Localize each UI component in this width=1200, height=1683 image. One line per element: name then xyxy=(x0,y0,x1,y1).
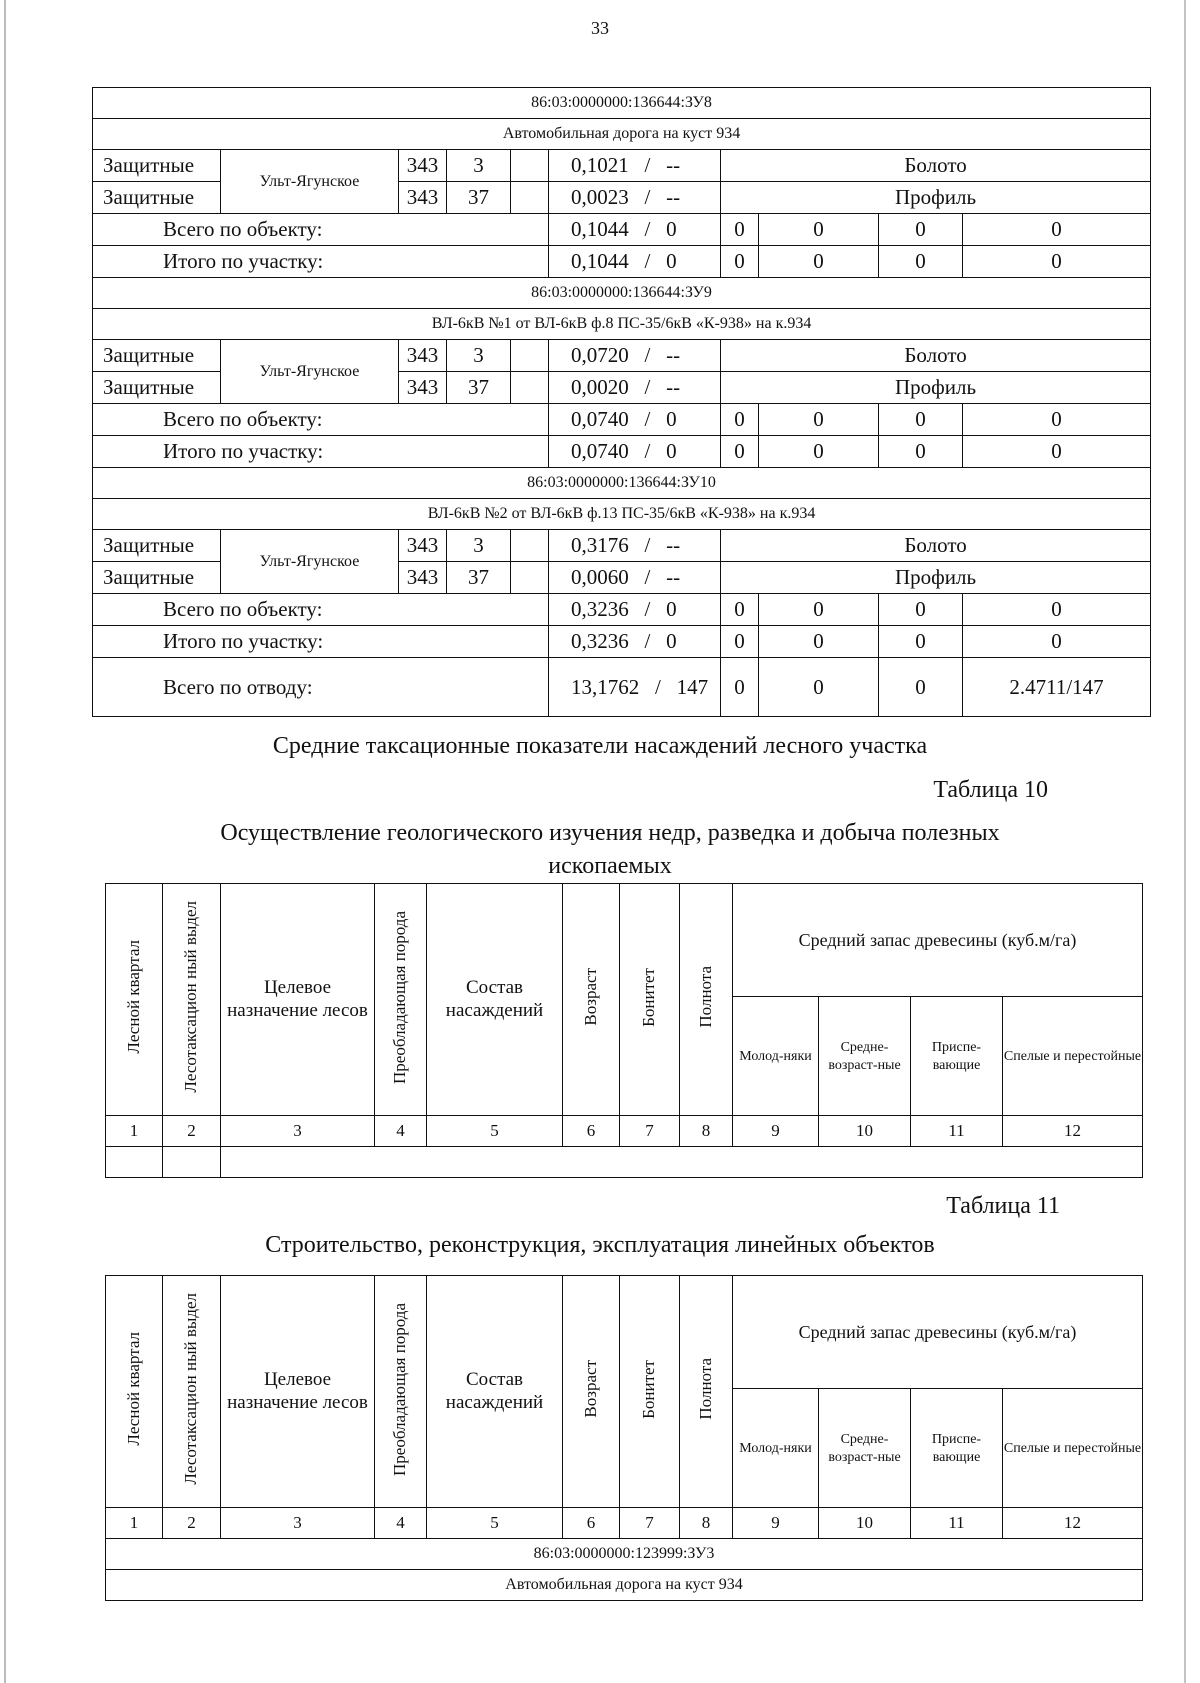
category-cell: Защитные xyxy=(93,530,221,562)
page-number: 33 xyxy=(591,18,609,38)
grand-total-value: 0 xyxy=(759,658,879,717)
section-object-row xyxy=(106,1570,1143,1601)
column-number: 11 xyxy=(911,1116,1003,1147)
total-value: 0 xyxy=(721,214,759,246)
total-value: 0 xyxy=(879,214,963,246)
subheader-label: Средне-возраст-ные xyxy=(828,1039,901,1073)
total-area: 0,1044 / 0 xyxy=(549,246,721,278)
category-cell: Защитные xyxy=(93,150,221,182)
subheader-label: Молод-няки xyxy=(739,1048,812,1064)
quarter-cell: 343 xyxy=(399,372,447,404)
subheader-label: Приспе-вающие xyxy=(931,1431,982,1465)
empty-cell xyxy=(511,562,549,594)
column-number: 2 xyxy=(163,1116,221,1147)
total-value: 0 xyxy=(963,246,1151,278)
table11 xyxy=(105,1275,1143,1601)
header-label: Лесной квартал xyxy=(123,1332,143,1446)
total-value: 0 xyxy=(721,404,759,436)
quarter-cell: 343 xyxy=(399,340,447,372)
total-value: 0 xyxy=(879,436,963,468)
cadastral-code: 86:03:0000000:136644:ЗУ8 xyxy=(93,88,1151,119)
column-number: 2 xyxy=(163,1508,221,1539)
subheader-h10 xyxy=(819,997,911,1116)
total-value: 0 xyxy=(759,626,879,658)
section-code-row xyxy=(93,88,1151,119)
total-value: 0 xyxy=(963,404,1151,436)
total-label: Всего по объекту: xyxy=(93,214,549,246)
object-name: ВЛ-6кВ №1 от ВЛ-6кВ ф.8 ПС-35/6кВ «К-938» на к.934 xyxy=(93,309,1151,340)
plot-cell: 37 xyxy=(447,182,511,214)
total-label: Итого по участку: xyxy=(93,436,549,468)
table-row xyxy=(93,530,1151,562)
cadastral-code: 86:03:0000000:136644:ЗУ9 xyxy=(93,278,1151,309)
total-value: 0 xyxy=(759,246,879,278)
total-label: Итого по участку: xyxy=(93,626,549,658)
total-row xyxy=(93,214,1151,246)
avg-indicators-heading: Средние таксационные показатели насаждений лесного участка xyxy=(272,733,928,759)
header-label: Лесной квартал xyxy=(123,940,143,1054)
header-label: Возраст xyxy=(580,968,600,1026)
total-label: Всего по объекту: xyxy=(93,594,549,626)
object-name: ВЛ-6кВ №2 от ВЛ-6кВ ф.13 ПС-35/6кВ «К-938» на к.934 xyxy=(93,499,1151,530)
forestry-cell: Ульт-Ягунское xyxy=(221,150,399,214)
total-value: 0 xyxy=(963,436,1151,468)
total-value: 0 xyxy=(963,214,1151,246)
section-object-row xyxy=(93,309,1151,340)
header-row xyxy=(106,1276,1143,1389)
total-area: 0,0740 / 0 xyxy=(549,436,721,468)
note-cell: Профиль xyxy=(721,562,1151,594)
total-value: 0 xyxy=(721,246,759,278)
total-value: 0 xyxy=(759,436,879,468)
header-label: Лесотаксацион ный выдел xyxy=(181,1293,201,1485)
subheader-h9 xyxy=(733,997,819,1116)
total-row xyxy=(93,594,1151,626)
header-label: Целевое назначение лесов xyxy=(227,1368,368,1413)
table11-title: Строительство, реконструкция, эксплуатация линейных объектов xyxy=(265,1232,935,1258)
note-cell: Болото xyxy=(721,530,1151,562)
grand-total-area: 13,1762 / 147 xyxy=(549,658,721,717)
column-number: 1 xyxy=(106,1116,163,1147)
table-row xyxy=(93,340,1151,372)
header-h4 xyxy=(375,884,427,1116)
column-number: 5 xyxy=(427,1508,563,1539)
area-cell: 0,0020 / -- xyxy=(549,372,721,404)
subheader-h9 xyxy=(733,1389,819,1508)
column-number: 4 xyxy=(375,1508,427,1539)
forestry-cell: Ульт-Ягунское xyxy=(221,340,399,404)
category-cell: Защитные xyxy=(93,340,221,372)
quarter-cell: 343 xyxy=(399,150,447,182)
note-cell: Болото xyxy=(721,150,1151,182)
column-number: 7 xyxy=(620,1116,680,1147)
quarter-cell: 343 xyxy=(399,530,447,562)
column-number: 8 xyxy=(680,1508,733,1539)
header-label: Преобладающая порода xyxy=(390,1302,410,1476)
grand-total-value: 2.4711/147 xyxy=(963,658,1151,717)
total-row xyxy=(93,246,1151,278)
header-h5 xyxy=(427,884,563,1116)
area-cell: 0,0720 / -- xyxy=(549,340,721,372)
table10-number: Таблица 10 xyxy=(933,777,1048,803)
header-label: Целевое назначение лесов xyxy=(227,976,368,1021)
allotment-table xyxy=(92,87,1151,717)
header-h5 xyxy=(427,1276,563,1508)
total-area: 0,1044 / 0 xyxy=(549,214,721,246)
column-number: 12 xyxy=(1003,1116,1143,1147)
plot-cell: 3 xyxy=(447,340,511,372)
total-value: 0 xyxy=(721,626,759,658)
column-number-row xyxy=(106,1116,1143,1147)
section-code-row xyxy=(106,1539,1143,1570)
total-value: 0 xyxy=(963,594,1151,626)
plot-cell: 3 xyxy=(447,530,511,562)
note-cell: Профиль xyxy=(721,372,1151,404)
empty-cell xyxy=(511,182,549,214)
total-value: 0 xyxy=(759,404,879,436)
total-value: 0 xyxy=(879,404,963,436)
header-h6 xyxy=(563,1276,620,1508)
column-number: 10 xyxy=(819,1508,911,1539)
empty-cell xyxy=(511,340,549,372)
table10-title: Осуществление геологического изучения недр, разведка и добыча полезных ископаемых xyxy=(220,820,1000,879)
subheader-label: Средне-возраст-ные xyxy=(828,1431,901,1465)
column-number: 12 xyxy=(1003,1508,1143,1539)
category-cell: Защитные xyxy=(93,182,221,214)
plot-cell: 37 xyxy=(447,562,511,594)
scan-edge-left xyxy=(4,0,6,1683)
area-cell: 0,0060 / -- xyxy=(549,562,721,594)
header-label: Полнота xyxy=(695,966,715,1028)
quarter-cell: 343 xyxy=(399,562,447,594)
area-cell: 0,3176 / -- xyxy=(549,530,721,562)
object-name: Автомобильная дорога на куст 934 xyxy=(93,119,1151,150)
total-row xyxy=(93,404,1151,436)
total-value: 0 xyxy=(759,594,879,626)
empty-cell xyxy=(511,530,549,562)
total-value: 0 xyxy=(879,626,963,658)
empty-cell xyxy=(511,372,549,404)
header-h1 xyxy=(106,884,163,1116)
section-code-row xyxy=(93,278,1151,309)
scan-edge-right xyxy=(1184,0,1186,1683)
header-h7 xyxy=(620,1276,680,1508)
column-number: 10 xyxy=(819,1116,911,1147)
header-label: Преобладающая порода xyxy=(390,910,410,1084)
area-cell: 0,0023 / -- xyxy=(549,182,721,214)
column-number: 8 xyxy=(680,1116,733,1147)
total-label: Всего по объекту: xyxy=(93,404,549,436)
table11-number: Таблица 11 xyxy=(946,1193,1060,1219)
column-number-row xyxy=(106,1508,1143,1539)
header-h3 xyxy=(221,1276,375,1508)
header-h2 xyxy=(163,884,221,1116)
subheader-h12 xyxy=(1003,1389,1143,1508)
empty-cell xyxy=(221,1147,1143,1178)
quarter-cell: 343 xyxy=(399,182,447,214)
subheader-label: Спелые и перестойные xyxy=(1003,1440,1142,1456)
column-number: 4 xyxy=(375,1116,427,1147)
empty-cell xyxy=(106,1147,163,1178)
header-h2 xyxy=(163,1276,221,1508)
plot-cell: 3 xyxy=(447,150,511,182)
note-cell: Болото xyxy=(721,340,1151,372)
header-h7 xyxy=(620,884,680,1116)
column-number: 3 xyxy=(221,1116,375,1147)
column-number: 9 xyxy=(733,1508,819,1539)
total-row xyxy=(93,436,1151,468)
stock-header: Средний запас древесины (куб.м/га) xyxy=(733,1276,1143,1389)
header-h8 xyxy=(680,884,733,1116)
plot-cell: 37 xyxy=(447,372,511,404)
total-label: Итого по участку: xyxy=(93,246,549,278)
empty-cell xyxy=(511,150,549,182)
column-number: 5 xyxy=(427,1116,563,1147)
column-number: 1 xyxy=(106,1508,163,1539)
subheader-h12 xyxy=(1003,997,1143,1116)
subheader-h11 xyxy=(911,997,1003,1116)
total-area: 0,0740 / 0 xyxy=(549,404,721,436)
table10 xyxy=(105,883,1143,1178)
area-cell: 0,1021 / -- xyxy=(549,150,721,182)
column-number: 6 xyxy=(563,1508,620,1539)
note-cell: Профиль xyxy=(721,182,1151,214)
column-number: 6 xyxy=(563,1116,620,1147)
header-h4 xyxy=(375,1276,427,1508)
header-h3 xyxy=(221,884,375,1116)
header-label: Полнота xyxy=(695,1358,715,1420)
cadastral-code: 86:03:0000000:136644:ЗУ10 xyxy=(93,468,1151,499)
category-cell: Защитные xyxy=(93,372,221,404)
header-label: Бонитет xyxy=(639,967,659,1027)
header-label: Бонитет xyxy=(639,1359,659,1419)
total-value: 0 xyxy=(879,246,963,278)
header-label: Лесотаксацион ный выдел xyxy=(181,901,201,1093)
grand-total-row xyxy=(93,658,1151,717)
grand-total-label: Всего по отводу: xyxy=(93,658,549,717)
cadastral-code: 86:03:0000000:123999:ЗУ3 xyxy=(106,1539,1143,1570)
column-number: 9 xyxy=(733,1116,819,1147)
header-label: Состав насаждений xyxy=(445,976,544,1021)
object-name: Автомобильная дорога на куст 934 xyxy=(106,1570,1143,1601)
subheader-label: Приспе-вающие xyxy=(931,1039,982,1073)
header-h1 xyxy=(106,1276,163,1508)
header-label: Возраст xyxy=(580,1360,600,1418)
total-area: 0,3236 / 0 xyxy=(549,594,721,626)
section-object-row xyxy=(93,499,1151,530)
stock-header: Средний запас древесины (куб.м/га) xyxy=(733,884,1143,997)
section-object-row xyxy=(93,119,1151,150)
subheader-label: Спелые и перестойные xyxy=(1003,1048,1142,1064)
table-row xyxy=(93,150,1151,182)
total-value: 0 xyxy=(721,594,759,626)
total-row xyxy=(93,626,1151,658)
forestry-cell: Ульт-Ягунское xyxy=(221,530,399,594)
column-number: 11 xyxy=(911,1508,1003,1539)
subheader-h10 xyxy=(819,1389,911,1508)
empty-cell xyxy=(163,1147,221,1178)
section-code-row xyxy=(93,468,1151,499)
subheader-h11 xyxy=(911,1389,1003,1508)
total-value: 0 xyxy=(879,594,963,626)
empty-data-row xyxy=(106,1147,1143,1178)
total-value: 0 xyxy=(759,214,879,246)
total-area: 0,3236 / 0 xyxy=(549,626,721,658)
grand-total-value: 0 xyxy=(721,658,759,717)
column-number: 3 xyxy=(221,1508,375,1539)
total-value: 0 xyxy=(963,626,1151,658)
total-value: 0 xyxy=(721,436,759,468)
category-cell: Защитные xyxy=(93,562,221,594)
column-number: 7 xyxy=(620,1508,680,1539)
subheader-label: Молод-няки xyxy=(739,1440,812,1456)
grand-total-value: 0 xyxy=(879,658,963,717)
header-row xyxy=(106,884,1143,997)
header-h8 xyxy=(680,1276,733,1508)
header-label: Состав насаждений xyxy=(445,1368,544,1413)
header-h6 xyxy=(563,884,620,1116)
